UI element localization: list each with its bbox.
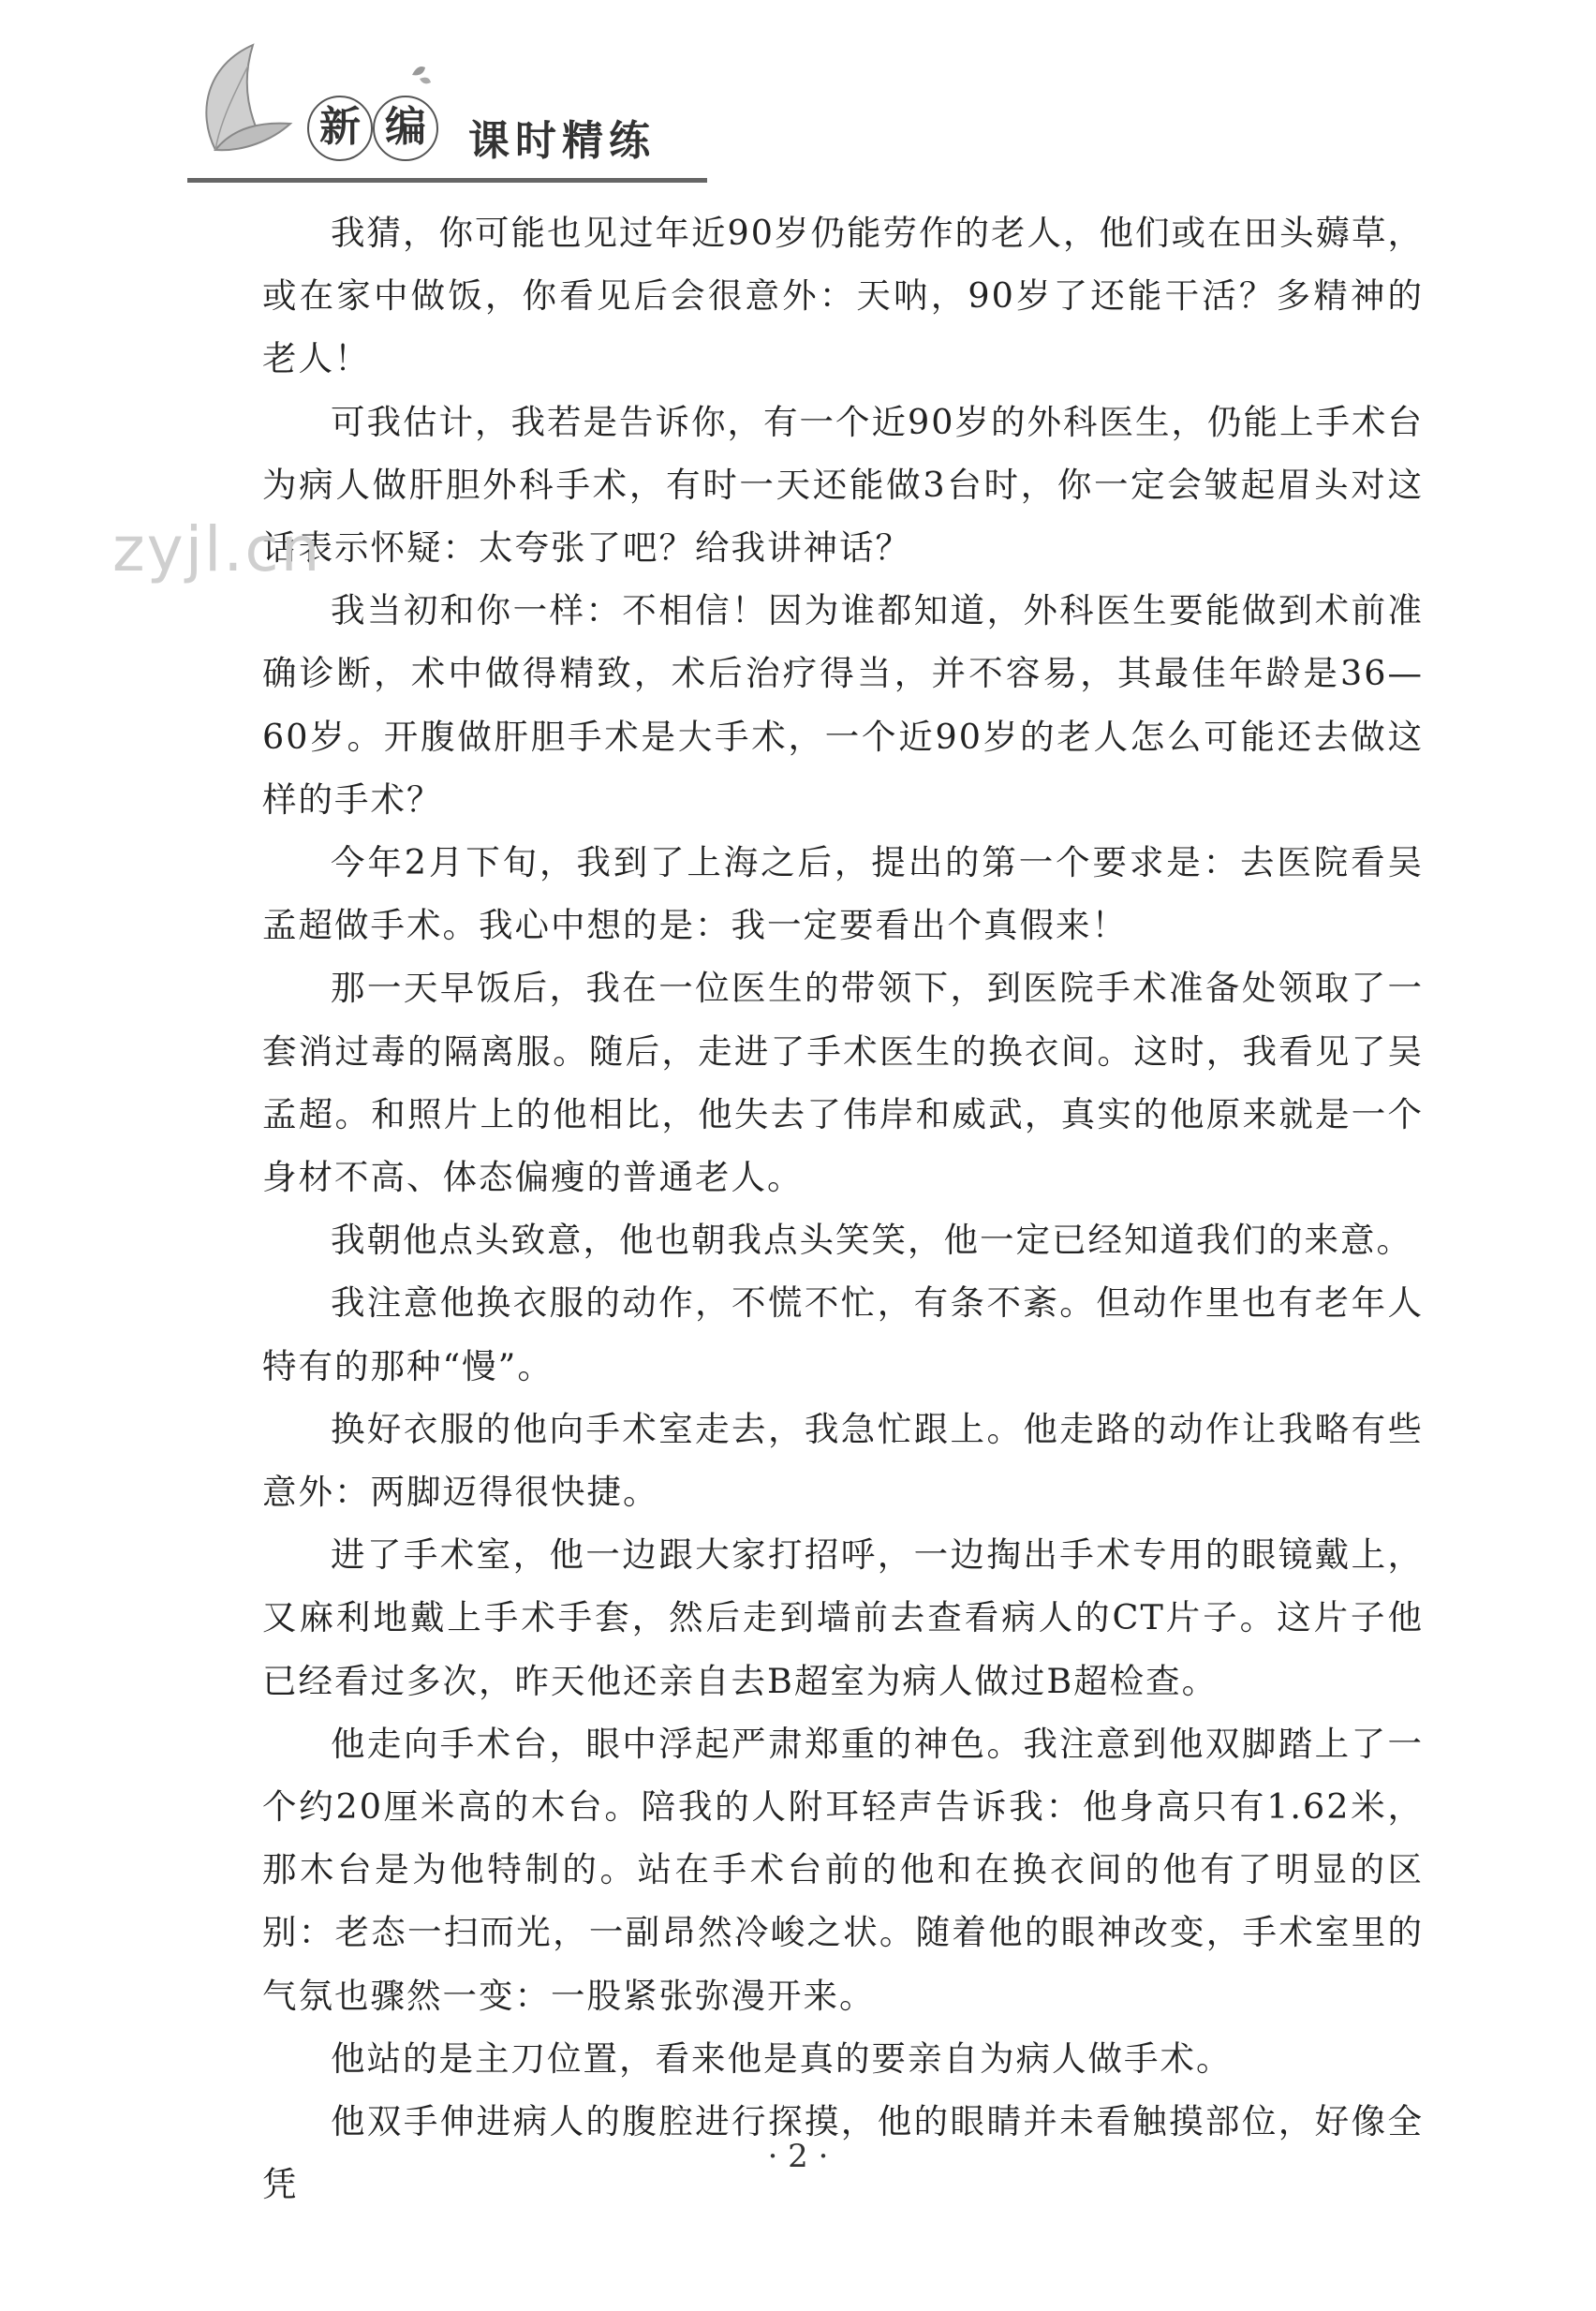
paragraph: 他站的是主刀位置，看来他是真的要亲自为病人做手术。 [331, 2037, 1233, 2079]
page-number: · 2 · [767, 2138, 829, 2175]
paragraph: 我当初和你一样：不相信！因为谁都知道，外科医生要能做到术前准确诊断，术中做得精致，术后治疗得当，并不容易，其最佳年龄是36—60岁。开腹做肝胆手术是大手术，一个近90岁的老人怎么可能还去做这样的手术？ [262, 590, 1424, 820]
paragraph: 可我估计，我若是告诉你，有一个近90岁的外科医生，仍能上手术台为病人做肝胆外科手术，有时一天还能做3台时，你一定会皱起眉头对这话表示怀疑：太夸张了吧？给我讲神话？ [262, 401, 1424, 569]
paragraph: 他走向手术台，眼中浮起严肃郑重的神色。我注意到他双脚踏上了一个约20厘米高的木台。陪我的人附耳轻声告诉我：他身高只有1.62米，那木台是为他特制的。站在手术台前的他和在换衣间的他有了明显的区别：老态一扫而光，一副昂然冷峻之状。随着他的眼神改变，手术室里的气氛也骤然一变：一股紧张弥漫开来。 [262, 1723, 1424, 2016]
watermark: zyjl.cn [112, 513, 322, 585]
paragraph: 那一天早饭后，我在一位医生的带领下，到医院手术准备处领取了一套消过毒的隔离服。随后，走进了手术医生的换衣间。这时，我看见了吴孟超。和照片上的他相比，他失去了伟岸和威武，真实的他原来就是一个身材不高、体态偏瘦的普通老人。 [262, 968, 1424, 1198]
page-header [187, 37, 712, 178]
header-char-new: 新 [307, 96, 373, 161]
paragraph: 我注意他换衣服的动作，不慌不忙，有条不紊。但动作里也有老年人特有的那种“慢”。 [262, 1282, 1424, 1386]
paragraph: 他双手伸进病人的腹腔进行探摸，他的眼睛并未看触摸部位，好像全凭 [262, 2101, 1424, 2205]
paragraph: 今年2月下旬，我到了上海之后，提出的第一个要求是：去医院看吴孟超做手术。我心中想的是：我一定要看出个真假来！ [262, 842, 1424, 946]
header-rule [187, 178, 707, 183]
paragraph: 我朝他点头致意，他也朝我点头笑笑，他一定已经知道我们的来意。 [331, 1220, 1412, 1261]
paragraph: 换好衣服的他向手术室走去，我急忙跟上。他走路的动作让我略有些意外：两脚迈得很快捷。 [262, 1408, 1424, 1513]
article-body [262, 201, 1424, 2216]
header-title: 课时精练 [468, 117, 656, 165]
header-char-edit: 编 [373, 96, 438, 161]
paragraph: 进了手术室，他一边跟大家打招呼，一边掏出手术专用的眼镜戴上，又麻利地戴上手术手套，然后走到墙前去查看病人的CT片子。这片子他已经看过多次，昨天他还亲自去B超室为病人做过B超检查。 [262, 1534, 1424, 1701]
paragraph: 我猜，你可能也见过年近90岁仍能劳作的老人，他们或在田头薅草，或在家中做饭，你看见后会很意外：天呐，90岁了还能干活？多精神的老人！ [262, 213, 1424, 379]
